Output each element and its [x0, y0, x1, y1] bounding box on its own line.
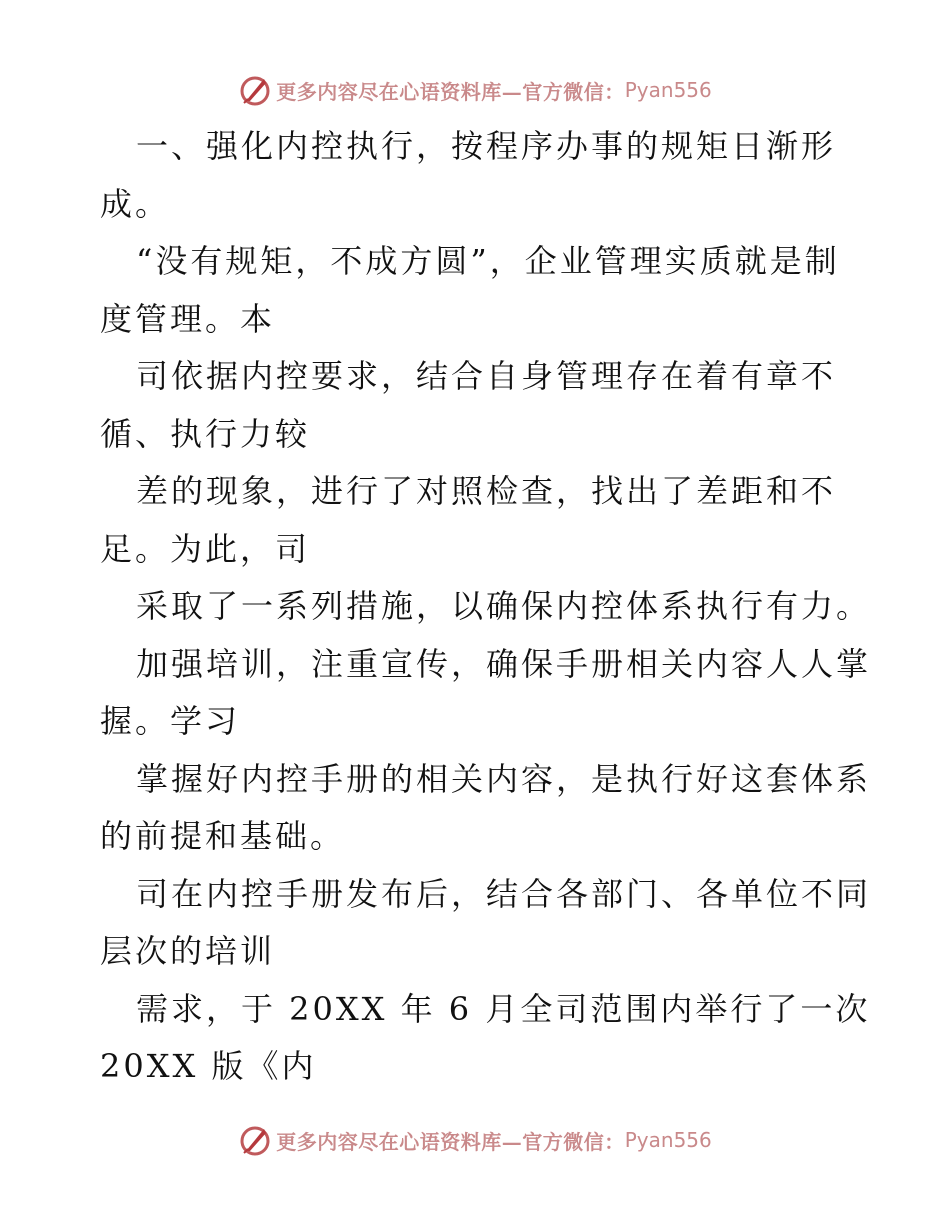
- text-line: 的前提和基础。: [100, 817, 346, 855]
- text-line: 足。为此，司: [100, 529, 311, 568]
- text-line: 需求，于 20XX 年 6 月全司范围内举行了一次: [136, 989, 871, 1028]
- quill-logo-icon: [238, 1123, 272, 1157]
- text-line: 20XX 版《内: [100, 1047, 317, 1085]
- text-line: 一、强化内控执行，按程序办事的规矩日渐形: [136, 127, 837, 165]
- text-line: 司在内控手册发布后，结合各部门、各单位不同: [136, 874, 872, 913]
- watermark-text: 更多内容尽在心语资料库—官方微信：: [276, 1129, 625, 1154]
- watermark-text: 更多内容尽在心语资料库—官方微信：: [276, 79, 625, 104]
- text-line: 循、执行力较: [100, 414, 311, 453]
- quill-logo-icon: [238, 73, 272, 107]
- text-line: 度管理。本: [100, 299, 276, 338]
- text-line: 层次的培训: [100, 932, 276, 970]
- document-body: [100, 118, 872, 1096]
- text-line: 加强培训，注重宣传，确保手册相关内容人人掌: [136, 644, 872, 683]
- text-line: 成。: [100, 184, 171, 223]
- text-line: 司依据内控要求，结合自身管理存在着有章不: [136, 357, 837, 395]
- text-line: “没有规矩，不成方圆”，企业管理实质就是制: [136, 242, 840, 280]
- text-line: 握。学习: [100, 702, 241, 740]
- footer-watermark: [0, 1120, 950, 1160]
- header-watermark: [0, 70, 950, 110]
- watermark-handle: Pyan556: [624, 1128, 712, 1152]
- text-line: 采取了一系列措施，以确保内控体系执行有力。: [136, 587, 872, 625]
- text-line: 差的现象，进行了对照检查，找出了差距和不: [136, 472, 837, 510]
- watermark-handle: Pyan556: [624, 78, 712, 102]
- text-line: 掌握好内控手册的相关内容，是执行好这套体系: [136, 759, 872, 798]
